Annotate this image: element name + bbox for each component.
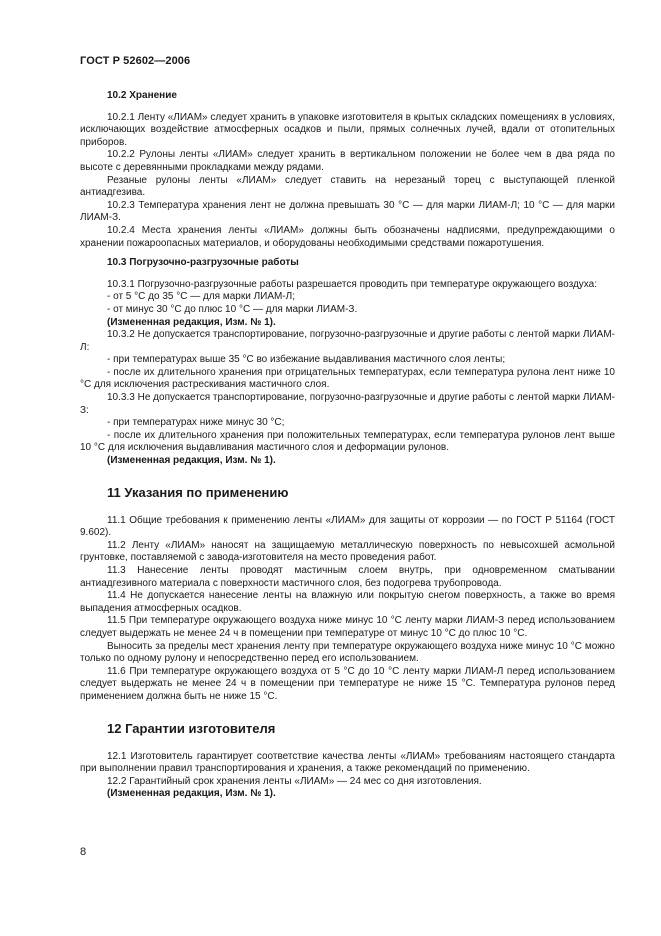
list-item: - при температурах выше 35 °С во избежание выдавливания мастичного слоя ленты; bbox=[107, 354, 506, 366]
paragraph: 10.2.2 Рулоны ленты «ЛИАМ» следует хранить в вертикальном положении не более чем в два ряда по высоте с деревянными прокладками между рядами. bbox=[80, 149, 615, 173]
document-body bbox=[80, 90, 615, 801]
paragraph: 11.3 Нанесение ленты проводят мастичным слоем внутрь, при одновременном сматывании антиадгезивного материала с поверхности мастичного слоя, без подогрева трубопровода. bbox=[80, 565, 615, 589]
paragraph: 10.3.3 Не допускается транспортирование, погрузочно-разгрузочные и другие работы с лентой марки ЛИАМ-З: bbox=[80, 392, 615, 416]
amendment-note: (Измененная редакция, Изм. № 1). bbox=[107, 455, 276, 467]
paragraph: 10.2.4 Места хранения ленты «ЛИАМ» должны быть обозначены надписями, предупреждающими о хранении пожароопасных материалов, и оборудованы необходимыми средствами пожаротушения. bbox=[80, 224, 615, 249]
page-number: 8 bbox=[80, 846, 87, 858]
paragraph: 11.5 При температуре окружающего воздуха ниже минус 10 °С ленту марки ЛИАМ-З перед использованием следует выдержать не менее 24 ч в помещении при температуре от минус 10 °С до плюс 10 °С. bbox=[80, 615, 615, 639]
section-12-title: 12 Гарантии изготовителя bbox=[107, 720, 276, 736]
section-10-3-title: 10.3 Погрузочно-разгрузочные работы bbox=[107, 257, 299, 269]
list-item: - от 5 °С до 35 °С — для марки ЛИАМ-Л; bbox=[107, 291, 296, 303]
list-item: - после их длительного хранения при отрицательных температурах, если температура рулона лент ниже 10 °С для исключения растрескивания мастичного слоя. bbox=[80, 366, 615, 391]
page-header-doc-id: ГОСТ Р 52602—2006 bbox=[80, 55, 191, 67]
paragraph: 10.3.2 Не допускается транспортирование, погрузочно-разгрузочные и другие работы с лентой марки ЛИАМ-Л: bbox=[80, 329, 615, 353]
amendment-note: (Измененная редакция, Изм. № 1). bbox=[107, 316, 276, 328]
section-10-2-title: 10.2 Хранение bbox=[107, 90, 177, 101]
paragraph: Выносить за пределы мест хранения ленту при температуре окружающего воздуха ниже минус 10 °С можно только по одному рулону и непосредственно перед его использованием. bbox=[80, 640, 615, 665]
paragraph: 10.2.3 Температура хранения лент не должна превышать 30 °С — для марки ЛИАМ-Л; 10 °С — для марки ЛИАМ-З. bbox=[80, 199, 615, 224]
paragraph: Резаные рулоны ленты «ЛИАМ» следует ставить на нерезаный торец с выступающей пленкой антиадгезива. bbox=[80, 174, 615, 199]
paragraph: 12.1 Изготовитель гарантирует соответствие качества ленты «ЛИАМ» требованиям настоящего стандарта при выполнении правил транспортирования и хранения, а также рекомендаций по применению. bbox=[80, 750, 615, 775]
paragraph: 11.6 При температуре окружающего воздуха от 5 °С до 10 °С ленту марки ЛИАМ-Л перед использованием следует выдержать не менее 24 ч в помещении при температуре не ниже 15 °С. Температура рулонов перед применением должна быть не ниже 15 °С. bbox=[80, 665, 615, 702]
paragraph: 12.2 Гарантийный срок хранения ленты «ЛИАМ» — 24 мес со дня изготовления. bbox=[107, 775, 482, 787]
paragraph: 10.3.1 Погрузочно-разгрузочные работы разрешается проводить при температуре окружающего воздуха: bbox=[107, 278, 598, 290]
list-item: - от минус 30 °С до плюс 10 °С — для марки ЛИАМ-З. bbox=[107, 303, 358, 315]
paragraph: 11.1 Общие требования к применению ленты «ЛИАМ» для защиты от коррозии — по ГОСТ Р 51164 (ГОСТ 9.602). bbox=[80, 514, 615, 539]
paragraph: 10.2.1 Ленту «ЛИАМ» следует хранить в упаковке изготовителя в крытых складских помещениях в условиях, исключающих воздействие атмосферных осадков и пыли, прямых солнечных лучей, вдали от отопительных приборов. bbox=[80, 111, 615, 148]
paragraph: 11.4 Не допускается нанесение ленты на влажную или покрытую снегом поверхность, а также во время выпадения атмосферных осадков. bbox=[80, 590, 615, 614]
list-item: - при температурах ниже минус 30 °С; bbox=[107, 417, 285, 429]
section-11-title: 11 Указания по применению bbox=[107, 484, 289, 500]
list-item: - после их длительного хранения при положительных температурах, если температура рулонов лент выше 10 °С для исключения выдавливания мастичного слоя и деформации рулонов. bbox=[80, 429, 615, 454]
amendment-note: (Измененная редакция, Изм. № 1). bbox=[107, 788, 276, 800]
paragraph: 11.2 Ленту «ЛИАМ» наносят на защищаемую металлическую поверхность по невысохшей асмольной грунтовке, поставляемой с завода-изготовителя на место проведения работ. bbox=[80, 539, 615, 564]
